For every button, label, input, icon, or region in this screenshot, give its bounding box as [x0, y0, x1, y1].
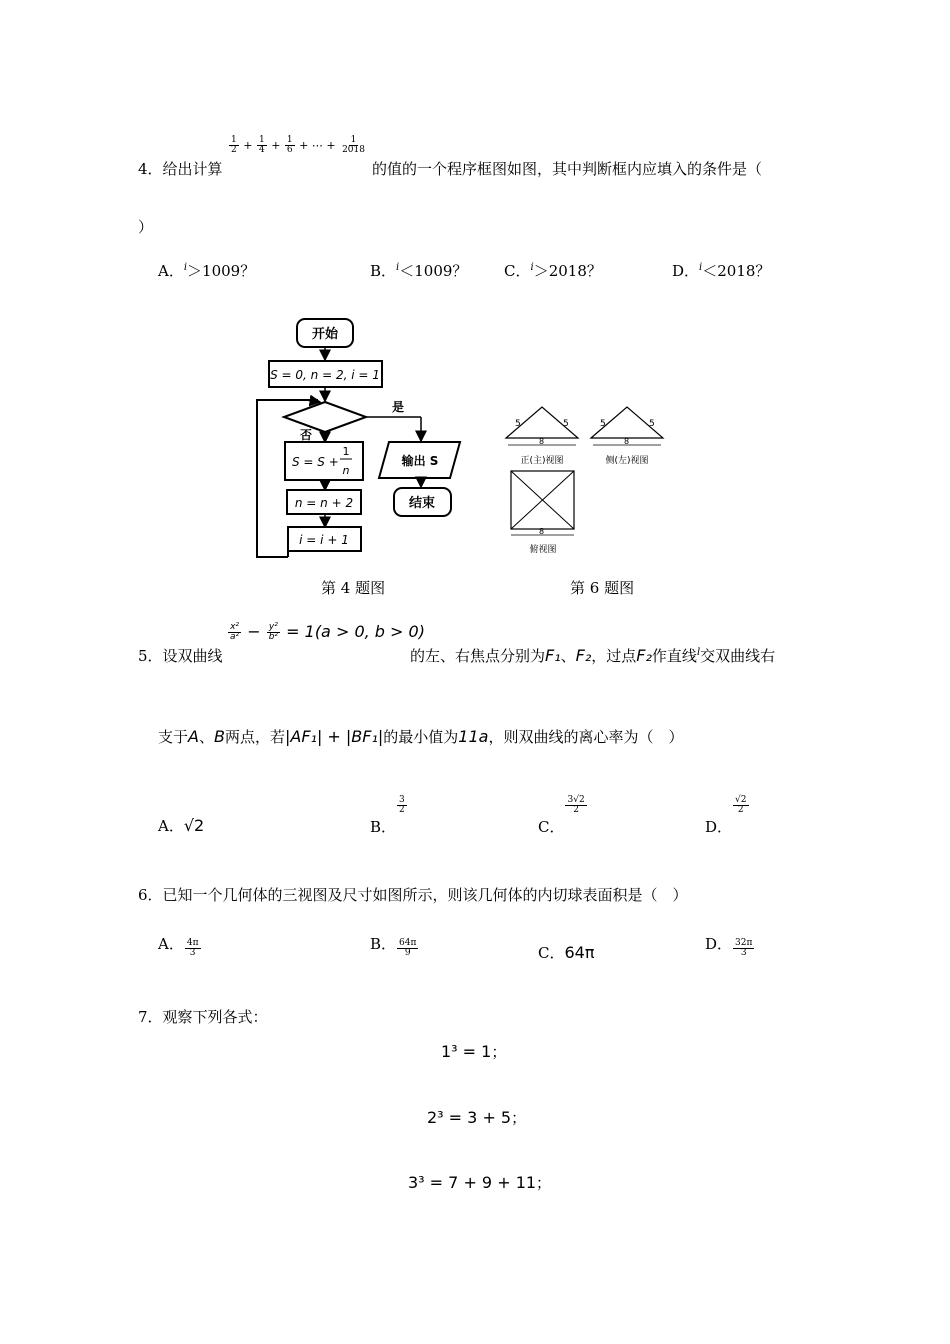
flow-init-text: S = 0, n = 2, i = 1	[270, 368, 380, 382]
three-view-figure	[495, 398, 675, 558]
q6-option-d[interactable]: D． $\frac{32\pi}{3}$	[705, 935, 753, 959]
flow-update-i-text: i = i + 1	[299, 533, 349, 547]
q4-close-paren: ）	[138, 218, 154, 236]
q7-stem: 7．观察下列各式：	[138, 1008, 268, 1026]
q5-option-d[interactable]: D． $\frac{√2}{2}$	[705, 795, 747, 836]
flowchart-figure	[250, 312, 470, 562]
q4-option-b[interactable]: B．$^i$＜1009？	[370, 262, 468, 280]
flow-update-n-text: n = n + 2	[294, 496, 354, 510]
flow-update-s-text: S = S +	[292, 455, 339, 469]
q7-equation-1: 1³ = 1；	[441, 1042, 507, 1061]
q6-stem: 6．已知一个几何体的三视图及尺寸如图所示，则该几何体的内切球表面积是（ ）	[138, 886, 688, 904]
side-view-label: 侧(左)视图	[605, 456, 649, 466]
fig6-caption: 第 6 题图	[570, 579, 635, 597]
svg-text:5: 5	[649, 419, 655, 429]
q6-option-c[interactable]: C．64π	[538, 943, 595, 962]
q4-option-d[interactable]: D．$^i$＜2018？	[672, 262, 771, 280]
flow-update-s-num: 1	[342, 445, 350, 458]
q7-equation-3: 3³ = 7 + 9 + 11；	[408, 1173, 552, 1192]
flow-output-text: 输出 S	[401, 454, 439, 468]
q4-term-last: $\frac{1}{2018}$	[342, 135, 365, 156]
svg-text:8: 8	[624, 437, 630, 446]
q4-term-3: $\frac{1}{6}$	[286, 135, 293, 156]
q4-sum-formula: $\frac{1}{2}$ + $\frac{1}{4}$ + $\frac{1}{6}$ + ⋯ + $\frac{1}{2018}$	[231, 135, 365, 156]
q5-option-c[interactable]: C． $\frac{3√2}{2}$	[538, 795, 585, 836]
q7-equation-2: 2³ = 3 + 5；	[427, 1108, 527, 1127]
svg-text:5: 5	[600, 419, 606, 429]
svg-text:8: 8	[539, 437, 545, 446]
svg-text:5: 5	[515, 419, 521, 429]
flow-yes-label: 是	[392, 400, 405, 414]
q4-option-c[interactable]: C．$^i$＞2018？	[504, 262, 602, 280]
q6-option-a[interactable]: A． $\frac{4\pi}{3}$	[158, 935, 199, 959]
q5-hyperbola-equation: $\frac{\text{x²}}{\text{a²}}$ − $\frac{\text{y²}}{\text{b²}}$ = 1(a > 0, b > 0)	[230, 621, 425, 642]
top-view-label: 俯视图	[529, 545, 557, 555]
q4-ellipsis: + ⋯ +	[299, 138, 336, 152]
q5-line1-rest: 的左、右焦点分别为F₁、F₂，过点F₂作直线$^l$交双曲线右	[410, 646, 776, 665]
q5-option-b[interactable]: B． $\frac{3}{2}$	[370, 795, 405, 836]
q5-option-a[interactable]: A．√2	[158, 816, 205, 835]
flow-start-text: 开始	[311, 327, 339, 342]
q5-line2: 支于A、B两点，若|AF₁| + |BF₁|的最小值为11a，则双曲线的离心率为（ ）	[158, 727, 684, 746]
front-view-label: 正(主)视图	[520, 456, 564, 466]
flow-end-text: 结束	[408, 496, 436, 511]
q4-line1	[138, 158, 223, 179]
q4-term-1: $\frac{1}{2}$	[231, 135, 237, 156]
q4-lead: 给出计算	[162, 160, 223, 178]
flow-decision-diamond	[284, 402, 366, 432]
flow-update-s-den: n	[342, 464, 350, 477]
svg-text:5: 5	[563, 419, 569, 429]
q5-line1-start: 5．设双曲线	[138, 647, 223, 665]
q4-number: 4．	[138, 160, 163, 178]
q6-option-b[interactable]: B． $\frac{64\pi}{9}$	[370, 935, 417, 959]
fig4-caption: 第 4 题图	[321, 579, 386, 597]
q4-option-a[interactable]: A．$^i$＞1009？	[158, 262, 256, 280]
flow-no-label: 否	[300, 428, 313, 442]
svg-text:8: 8	[539, 527, 545, 536]
q4-term-2: $\frac{1}{4}$	[258, 135, 265, 156]
q4-tail: 的值的一个程序框图如图，其中判断框内应填入的条件是（	[372, 160, 763, 178]
